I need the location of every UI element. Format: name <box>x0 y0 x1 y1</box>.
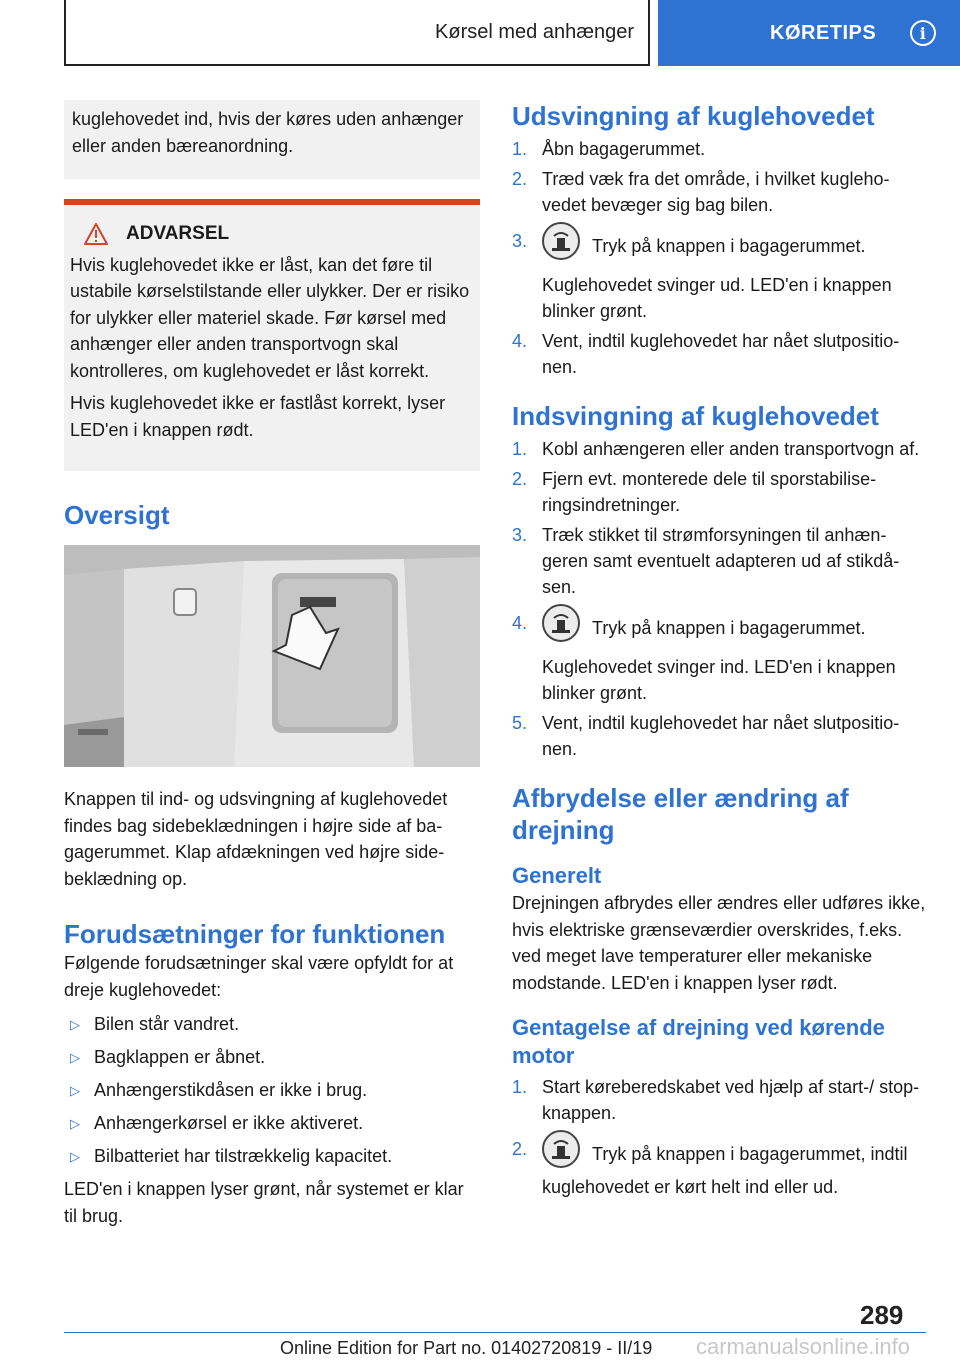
bullet-triangle-icon: ▷ <box>70 1017 80 1032</box>
warning-header <box>84 221 470 248</box>
step-item: 4. Tryk på knappen i bagagerummet. Kuglehovedet svinger ind. LED'en i knappen blinker grønt. <box>512 610 926 706</box>
info-icon[interactable]: i <box>910 20 936 46</box>
warning-box <box>64 199 480 471</box>
generelt-text: Drejningen afbrydes eller ændres eller udføres ikke, hvis elektriske grænseværdier overskrides, f.eks. ved meget lave temperaturer eller mekaniske modstande. LED'en i knappen lyser rødt. <box>512 893 926 993</box>
edition-text: Online Edition for Part no. 01402720819 - II/19 <box>280 1338 653 1358</box>
trailer-hitch-button-icon <box>542 1130 580 1168</box>
forud-heading: Forudsætninger for funktionen <box>64 919 446 949</box>
bullet-triangle-icon: ▷ <box>70 1116 80 1131</box>
generelt-heading: Generelt <box>512 863 602 888</box>
list-item: ▷ Bilbatteriet har tilstrækkelig kapacitet. <box>64 1143 480 1170</box>
step-item: 1. Åbn bagagerummet. <box>512 139 706 159</box>
list-item: ▷ Anhængerstikdåsen er ikke i brug. <box>64 1077 480 1104</box>
list-item: ▷ Bagklappen er åbnet. <box>64 1044 480 1071</box>
bullet-triangle-icon: ▷ <box>70 1083 80 1098</box>
intro-note <box>64 100 480 179</box>
gentag-steps <box>512 1074 926 1200</box>
step-item: 1. Kobl anhængeren eller anden transportvogn af. <box>512 439 920 459</box>
step-item: 3. Tryk på knappen i bagagerummet. Kuglehovedet svinger ud. LED'en i knappen blinker grønt. <box>512 228 926 324</box>
page-header <box>0 0 960 66</box>
udsv-steps <box>512 136 926 380</box>
right-column <box>512 100 926 1204</box>
bullet-triangle-icon: ▷ <box>70 1149 80 1164</box>
step-item: 2. Træd væk fra det område, i hvilket kuglehovedet bevæger sig bag bilen. <box>512 169 890 215</box>
category-tab[interactable] <box>658 0 960 66</box>
step-item: 2. Tryk på knappen i bagagerummet, indtil kuglehovedet er kørt helt ind eller ud. <box>512 1136 926 1200</box>
oversigt-text: Knappen til ind- og udsvingning af kuglehovedet findes bag sidebeklædningen i højre side af bagagerummet. Klap afdækningen ved højre sidebeklædning op. <box>64 789 448 889</box>
trunk-photo <box>64 545 480 767</box>
trailer-hitch-button-icon <box>542 222 580 260</box>
afbr-heading: Afbrydelse eller ændring af drejning <box>512 783 849 845</box>
step-item: 5. Vent, indtil kuglehovedet har nået slutpositionen. <box>512 713 900 759</box>
prerequisites-list <box>64 1011 480 1170</box>
forud-intro: Følgende forudsætninger skal være opfyldt for at dreje kuglehovedet: <box>64 953 454 1000</box>
trailer-hitch-button-icon <box>542 604 580 642</box>
indsv-steps <box>512 436 926 762</box>
left-column <box>64 100 480 1229</box>
step-item: 2. Fjern evt. monterede dele til sporstabiliseringsindretninger. <box>512 469 877 515</box>
warning-triangle-icon <box>84 223 108 245</box>
list-item: ▷ Anhængerkørsel er ikke aktiveret. <box>64 1110 480 1137</box>
step-item: 1. Start køreberedskabet ved hjælp af start-/ stop-knappen. <box>512 1077 920 1123</box>
oversigt-heading: Oversigt <box>64 500 170 530</box>
category-label: KØRETIPS <box>770 21 877 44</box>
list-item: ▷ Bilen står vandret. <box>64 1011 480 1038</box>
footer-divider <box>64 1332 926 1333</box>
forud-outro: LED'en i knappen lyser grønt, når systemet er klar til brug. <box>64 1179 464 1226</box>
gentag-heading: Gentagelse af drejning ved kørende motor <box>512 1015 885 1068</box>
page-number: 289 <box>860 1300 904 1330</box>
watermark: carmanualsonline.info <box>696 1334 911 1359</box>
step-item: 4. Vent, indtil kuglehovedet har nået slutpositionen. <box>512 331 900 377</box>
warning-text-1: Hvis kuglehovedet ikke er låst, kan det føre til ustabile kørselstilstande eller ulykker. Der er risiko for ulykker eller materiel skade. Før kørsel med anhænger eller anden transportvogn skal kontrolleres, om kuglehovedet er låst korrekt. <box>70 254 470 381</box>
indsv-heading: Indsvingning af kuglehovedet <box>512 401 879 431</box>
warning-title: ADVARSEL <box>126 223 230 244</box>
intro-text: kuglehovedet ind, hvis der køres uden anhænger eller anden bæreanordning. <box>72 109 464 156</box>
warning-text-2: Hvis kuglehovedet ikke er fastlåst korrekt, lyser LED'en i knappen rødt. <box>70 393 446 440</box>
section-title-box <box>64 0 650 66</box>
udsv-heading: Udsvingning af kuglehovedet <box>512 101 875 131</box>
step-item: 3. Træk stikket til strømforsyningen til anhængeren samt eventuelt adapteren ud af stikdåsen. <box>512 525 900 597</box>
bullet-triangle-icon: ▷ <box>70 1050 80 1065</box>
section-title: Kørsel med anhænger <box>435 20 634 43</box>
